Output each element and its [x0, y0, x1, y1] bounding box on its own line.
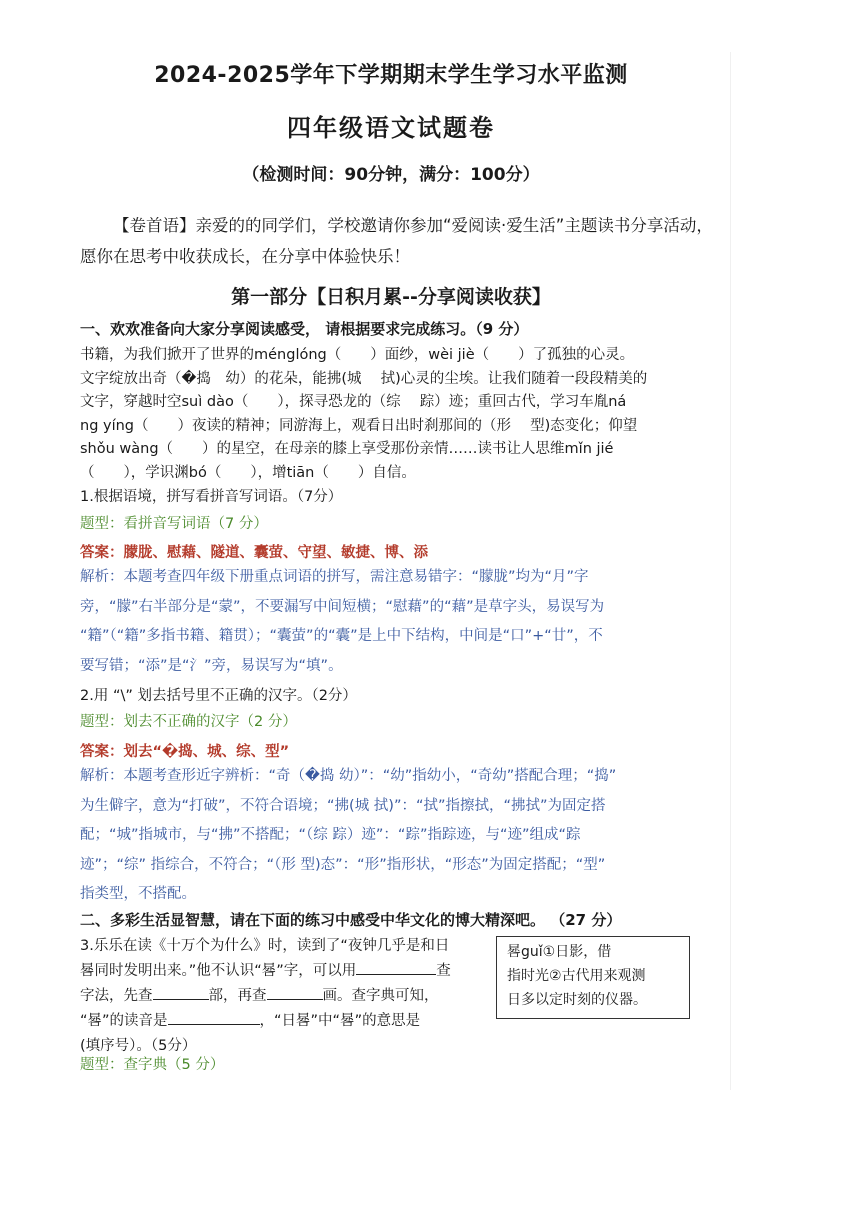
- blank-field[interactable]: [153, 985, 209, 1001]
- analysis-line: 旁，“朦”右半部分是“蒙”，不要漏写中间短横；“慰藉”的“藉”是草字头，易误写为: [80, 598, 605, 615]
- analysis-line: 配；“城”指城市，与“拂”不搭配；“（综 踪）迹”：“踪”指踪迹，与“迹”组成“踪: [80, 827, 581, 843]
- q3-text: [80, 934, 482, 1059]
- blank-field[interactable]: [267, 985, 323, 1001]
- q2-type: 题型：划去不正确的汉字（2 分）: [80, 714, 297, 730]
- q2-prompt: 2.用 “\” 划去括号里不正确的汉字。（2分）: [80, 688, 357, 704]
- exam-title: 2024-2025学年下学期期末学生学习水平监测: [154, 63, 628, 88]
- passage-line: ng yíng（ ）夜读的精神；同游海上，观看日出时刹那间的（形 型)态变化；仰望: [80, 417, 638, 434]
- q3-line: “晷”的读音是 ，“日晷”中“晷”的意思是: [80, 1009, 482, 1034]
- q2-answer: 答案：划去“�捣、城、综、型”: [80, 744, 290, 760]
- analysis-line: “籍”（“籍”多指书籍、籍贯）；“囊萤”的“囊”是上中下结构，中间是“口”+“廿”，不: [80, 628, 603, 644]
- q1-type: 题型：看拼音写词语（7 分）: [80, 516, 268, 532]
- dictionary-entry-box: 晷guǐ①日影，借 指时光②古代用来观测 日多以定时刻的仪器。: [496, 936, 690, 1019]
- q3-line: (填序号）。（5分）: [80, 1038, 197, 1054]
- section2-heading: 二、多彩生活显智慧，请在下面的练习中感受中华文化的博大精深吧。 （27 分）: [80, 911, 622, 929]
- section1-heading: 一、欢欢准备向大家分享阅读感受， 请根据要求完成练习。（9 分）: [80, 320, 529, 338]
- exam-info: （检测时间：90分钟，满分：100分）: [242, 165, 540, 185]
- preface: 【卷首语】亲爱的的同学们，学校邀请你参加“爱阅读·爱生活”主题读书分享活动，愿你在思考中收获成长，在分享中体验快乐！: [80, 216, 713, 266]
- passage-line: 文字绽放出奇（�捣 幼）的花朵，能拂(城 拭)心灵的尘埃。让我们随着一段段精美的: [80, 370, 648, 387]
- analysis-line: 要写错；“添”是“氵”旁，易误写为“填”。: [80, 657, 343, 674]
- blank-field[interactable]: [168, 1010, 260, 1026]
- part1-title: 第一部分【日积月累--分享阅读收获】: [231, 286, 551, 308]
- analysis-line: 指类型，不搭配。: [80, 886, 196, 902]
- blank-field[interactable]: [356, 960, 436, 976]
- q3-type: 题型：查字典（5 分）: [80, 1057, 225, 1073]
- q3-line: 3.乐乐在读《十万个为什么》时，读到了“夜钟几乎是和日: [80, 938, 450, 954]
- analysis-line: 解析：本题考查形近字辨析：“奇（�捣 幼）”：“幼”指幼小，“奇幼”搭配合理；“捣”: [80, 768, 617, 784]
- q1-prompt: 1.根据语境，拼写看拼音写词语。（7分）: [80, 489, 343, 505]
- passage-line: 文字，穿越时空suì dào（ ），探寻恐龙的（综 踪）迹；重回古代，学习车胤ná: [80, 394, 627, 410]
- analysis-line: 为生僻字，意为“打破”，不符合语境；“拂(城 拭)”：“拭”指擦拭，“拂拭”为固定搭: [80, 797, 606, 814]
- q3-line: 晷同时发明出来。”他不认识“晷”字，可以用 查: [80, 959, 482, 984]
- passage-line: shǒu wàng（ ）的星空，在母亲的膝上享受那份亲情……读书让人思维mǐn jié: [80, 441, 614, 457]
- analysis-line: 迹”；“综” 指综合，不符合；“（形 型)态”：“形”指形状，“形态”为固定搭配；“型”: [80, 856, 606, 873]
- q1-answer: 答案：朦胧、慰藉、隧道、囊萤、守望、敏捷、博、添: [80, 545, 428, 561]
- passage-line: （ ），学识渊bó（ ），增tiān（ ）自信。: [80, 464, 416, 481]
- passage-line: 书籍，为我们掀开了世界的ménglóng（ ）面纱，wèi jiè（ ）了孤独的心灵。: [80, 347, 635, 363]
- q1-analysis: [80, 563, 696, 681]
- exam-subtitle: 四年级语文试题卷: [287, 114, 495, 142]
- exam-page: [52, 52, 731, 1090]
- section1-passage: [80, 344, 698, 485]
- q2-analysis: [80, 762, 696, 910]
- q3-line: 字法，先查 部，再查 画。查字典可知，: [80, 984, 482, 1009]
- analysis-line: 解析：本题考查四年级下册重点词语的拼写，需注意易错字：“朦胧”均为“月”字: [80, 569, 589, 585]
